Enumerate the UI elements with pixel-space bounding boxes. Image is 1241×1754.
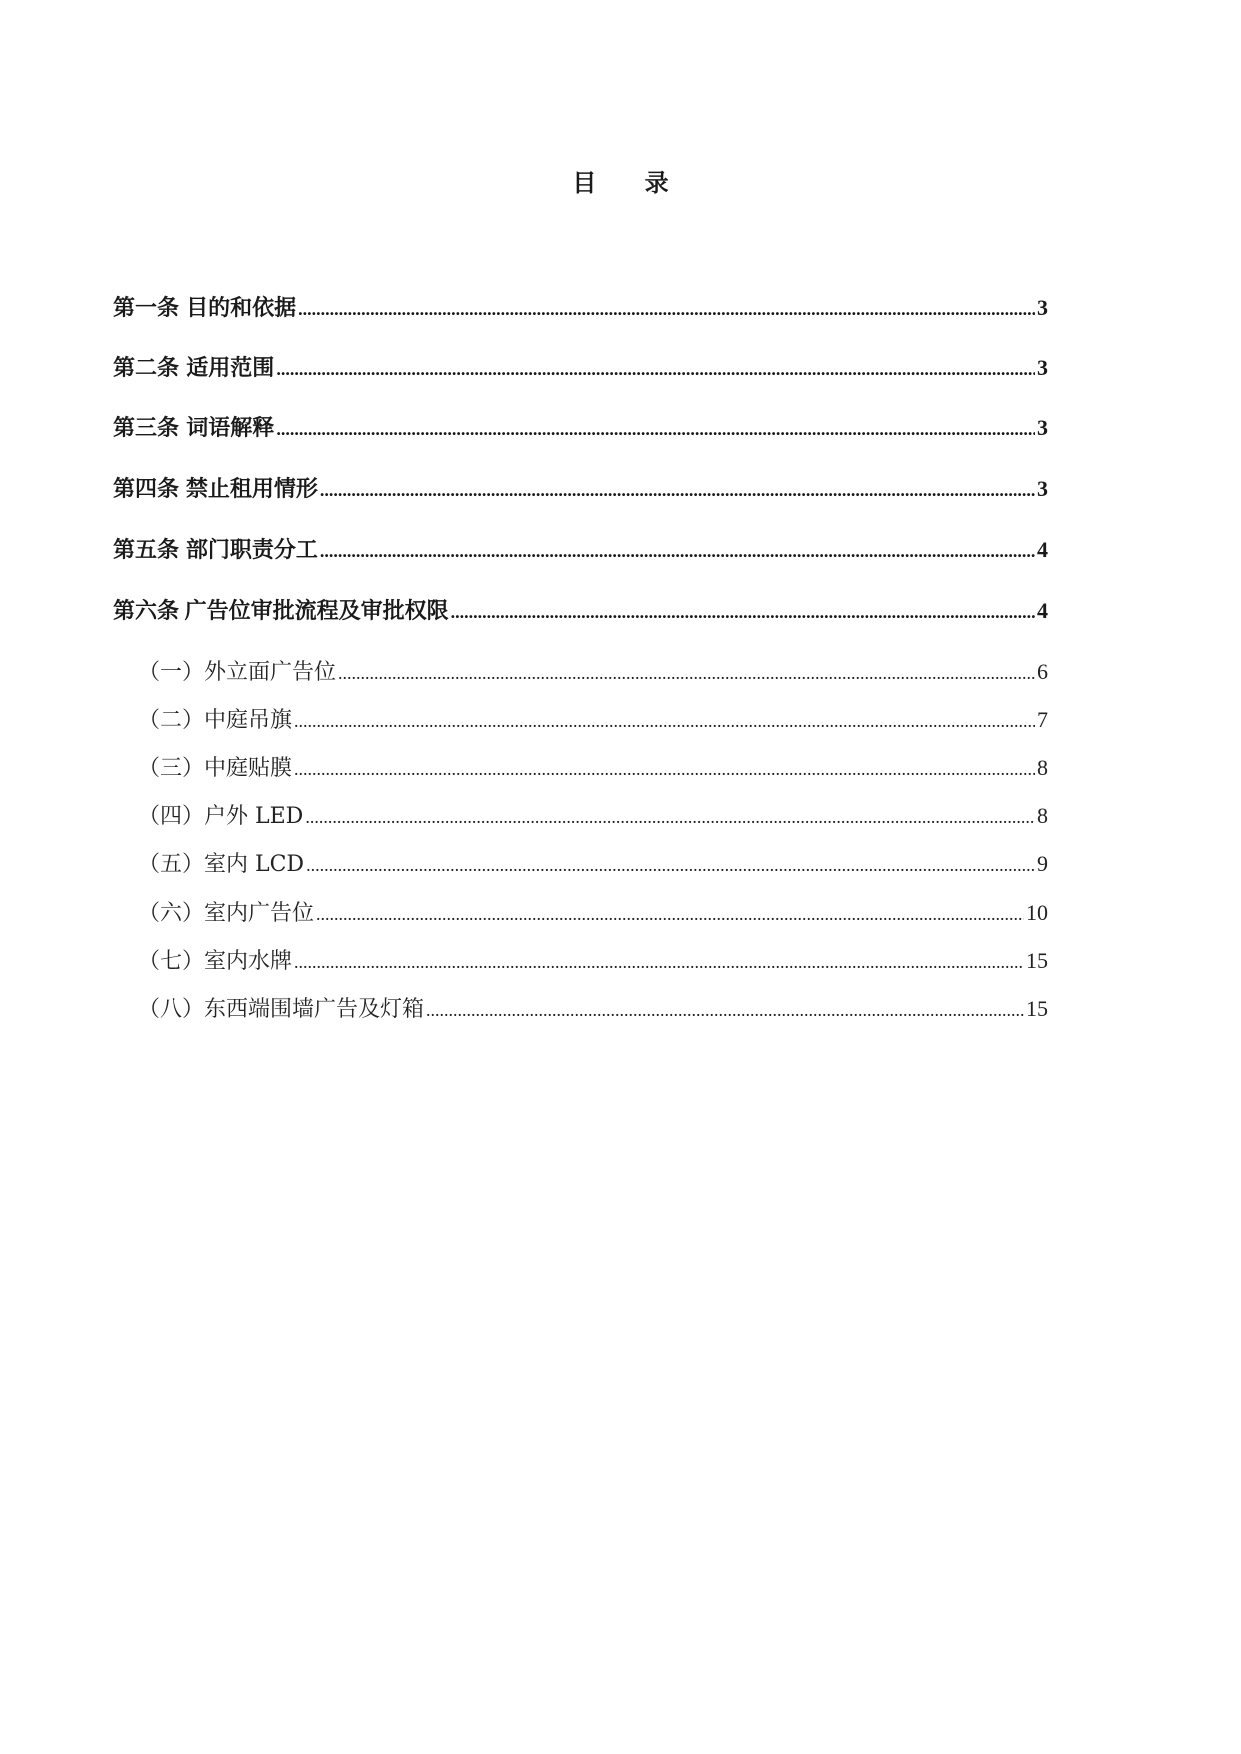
- toc-dot-leader: [338, 656, 1035, 689]
- toc-page-number: 3: [1037, 295, 1048, 320]
- toc-page-number: 15: [1026, 948, 1048, 973]
- toc-dot-leader: [294, 945, 1024, 978]
- toc-entry-section-3[interactable]: [138, 751, 1048, 785]
- toc-page-number: 7: [1037, 707, 1048, 732]
- toc-entry-section-6[interactable]: [138, 896, 1048, 930]
- toc-chapter-title: 目的和依据: [186, 296, 297, 321]
- toc-dot-leader: [451, 594, 1035, 629]
- toc-entry-section-2[interactable]: [138, 703, 1048, 737]
- toc-page-number: 15: [1026, 996, 1048, 1021]
- toc-dot-leader: [426, 993, 1024, 1026]
- toc-chapter-number: 第六条: [113, 599, 180, 624]
- toc-page-number: 9: [1037, 851, 1048, 876]
- toc-dot-leader: [276, 411, 1035, 446]
- toc-entry-chapter-5[interactable]: [113, 532, 1048, 568]
- toc-page-number: 3: [1037, 415, 1048, 440]
- page-title: 目 录: [572, 169, 689, 197]
- toc-page-number: 8: [1037, 755, 1048, 780]
- toc-page-number: 6: [1037, 659, 1048, 684]
- toc-entry-chapter-1[interactable]: [113, 290, 1048, 326]
- toc-dot-leader: [294, 752, 1035, 785]
- toc-chapter-number: 第四条: [113, 477, 180, 502]
- toc-entry-chapter-2[interactable]: [113, 350, 1048, 386]
- toc-section-title: （七）室内水牌: [138, 949, 293, 974]
- toc-section-title: （五）室内 LCD: [138, 852, 305, 877]
- toc-section-title: （六）室内广告位: [138, 901, 315, 926]
- toc-entry-chapter-6[interactable]: [113, 593, 1048, 629]
- toc-chapter-number: 第一条: [113, 296, 180, 321]
- toc-chapter-title: 广告位审批流程及审批权限: [184, 599, 449, 624]
- toc-section-title: （三）中庭贴膜: [138, 756, 293, 781]
- toc-dot-leader: [298, 291, 1035, 326]
- toc-entry-section-5[interactable]: [138, 847, 1048, 881]
- toc-chapter-title: 禁止租用情形: [185, 477, 318, 502]
- toc-chapter-title: 部门职责分工: [185, 538, 318, 563]
- toc-page-number: 8: [1037, 803, 1048, 828]
- toc-entry-chapter-4[interactable]: [113, 471, 1048, 507]
- toc-entry-chapter-3[interactable]: [113, 410, 1048, 446]
- toc-chapter-number: 第五条: [113, 538, 180, 563]
- toc-chapter-number: 第三条: [113, 416, 180, 441]
- toc-page-number: 10: [1026, 900, 1048, 925]
- toc-dot-leader: [320, 533, 1035, 568]
- toc-section-title: （四）户外 LED: [138, 804, 304, 829]
- toc-entry-section-8[interactable]: [138, 992, 1048, 1026]
- toc-dot-leader: [305, 800, 1035, 833]
- toc-page-number: 3: [1037, 355, 1048, 380]
- toc-page-number: 4: [1037, 598, 1048, 623]
- toc-chapter-title: 词语解释: [186, 416, 275, 441]
- toc-section-title: （二）中庭吊旗: [138, 708, 293, 733]
- toc-page-number: 3: [1037, 476, 1048, 501]
- toc-entry-section-4[interactable]: [138, 799, 1048, 833]
- toc-entry-section-7[interactable]: [138, 944, 1048, 978]
- toc-dot-leader: [306, 848, 1035, 881]
- toc-dot-leader: [316, 897, 1024, 930]
- toc-dot-leader: [320, 472, 1035, 507]
- toc-chapter-title: 适用范围: [186, 356, 275, 381]
- toc-page-number: 4: [1037, 537, 1048, 562]
- toc-chapter-number: 第二条: [113, 356, 180, 381]
- toc-dot-leader: [294, 704, 1035, 737]
- toc-section-title: （一）外立面广告位: [138, 660, 337, 685]
- toc-dot-leader: [276, 351, 1035, 386]
- toc-entry-section-1[interactable]: [138, 655, 1048, 689]
- toc-section-title: （八）东西端围墙广告及灯箱: [138, 997, 425, 1022]
